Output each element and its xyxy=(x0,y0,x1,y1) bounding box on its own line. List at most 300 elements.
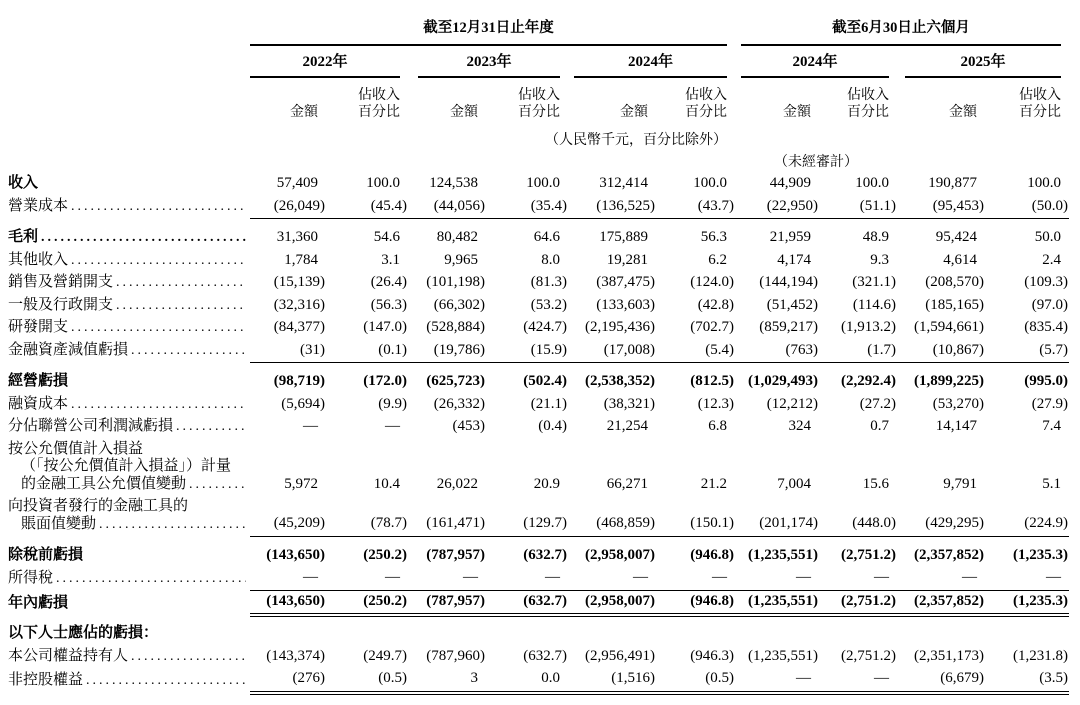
row-label xyxy=(8,567,250,590)
amount-cell: (53,270) xyxy=(932,395,985,412)
percent-cell: — xyxy=(486,567,568,590)
row-label-text: 金融資產減值虧損 xyxy=(8,342,129,358)
year-2024-label: 2024年 xyxy=(628,53,674,70)
row-label xyxy=(8,340,250,363)
amount-cell xyxy=(897,615,985,646)
amount-cell: 5,972 xyxy=(284,475,318,492)
percent-cell: 8.0 xyxy=(541,251,560,268)
interim-2024-underline xyxy=(741,46,889,79)
percent-cell: 2.4 xyxy=(1042,251,1062,268)
amount-cell: — xyxy=(568,567,656,590)
amount-cell: (1,029,493) xyxy=(748,373,819,389)
percent-cell: 9.3 xyxy=(870,251,890,268)
percent-cell: (0.5) xyxy=(656,668,735,693)
amount-cell: 44,909 xyxy=(769,175,812,191)
percent-cell: (50.0) xyxy=(985,196,1069,219)
amount-cell: (1,235,551) xyxy=(735,590,819,615)
percent-cell: 0.0 xyxy=(486,668,568,693)
dot-leader xyxy=(86,672,246,688)
percent-cell: — xyxy=(985,567,1069,590)
amount-cell: (15,139) xyxy=(273,274,325,290)
amount-cell: (84,377) xyxy=(273,319,325,335)
amount-cell: (101,198) xyxy=(426,274,485,290)
amount-cell: 3 xyxy=(408,668,486,693)
table-row xyxy=(8,295,1069,318)
row-label xyxy=(8,394,250,417)
amount-cell: 190,877 xyxy=(928,175,978,191)
amount-cell: (453) xyxy=(452,418,485,434)
amount-cell: (51,452) xyxy=(766,296,819,313)
table-row xyxy=(8,590,1069,615)
dot-leader xyxy=(189,476,246,492)
percent-cell: (1,231.8) xyxy=(1013,647,1069,664)
dot-leader xyxy=(41,229,246,245)
amount-cell: 21,959 xyxy=(769,229,812,245)
percent-cell: (0.5) xyxy=(326,668,408,693)
group-annual-underline xyxy=(250,12,727,46)
unaudited-note-text: （未經審計） xyxy=(774,154,859,170)
units-note-text: （人民幣千元，百分比除外） xyxy=(545,133,728,148)
row-label xyxy=(8,173,250,196)
percent-cell: (424.7) xyxy=(523,319,567,335)
row-label-text: 本公司權益持有人 xyxy=(8,647,129,664)
percent-cell: (26.4) xyxy=(370,274,407,290)
table-row xyxy=(8,173,1069,196)
amount-cell: (2,538,352) xyxy=(585,373,655,389)
percent-cell: 21.2 xyxy=(700,475,728,492)
amount-cell: — xyxy=(303,418,318,434)
amount-cell: (143,650) xyxy=(250,590,326,615)
amount-cell: 57,409 xyxy=(276,175,318,191)
percent-cell: (51.1) xyxy=(819,196,897,219)
amount-cell: 9,965 xyxy=(444,251,478,268)
percent-header xyxy=(486,78,568,125)
amount-cell: (44,056) xyxy=(408,196,486,219)
amount-cell: (787,960) xyxy=(426,647,485,664)
dot-leader xyxy=(176,418,246,434)
corner-cell xyxy=(8,125,250,152)
row-label-text: 所得稅 xyxy=(8,569,54,586)
amount-cell: (144,194) xyxy=(759,274,819,290)
percent-cell: (21.1) xyxy=(530,395,567,412)
percent-cell: (15.9) xyxy=(486,340,568,363)
unaudited-note-cell xyxy=(735,152,897,174)
amount-cell: 4,614 xyxy=(943,251,978,268)
percent-cell: (42.8) xyxy=(697,296,735,313)
percent-cell: (1,235.3) xyxy=(985,590,1069,615)
percent-cell: (1,913.2) xyxy=(841,319,897,335)
percent-cell: (2,751.2) xyxy=(841,647,897,664)
amount-cell: (136,525) xyxy=(568,196,656,219)
amount-cell: (22,950) xyxy=(735,196,819,219)
percent-cell: (124.0) xyxy=(690,274,735,290)
percent-header-line1: 佔收入 xyxy=(358,88,400,103)
group-interim-underline xyxy=(741,12,1061,46)
group-annual-label: 截至12月31日止年度 xyxy=(423,20,554,36)
year-header-row xyxy=(8,46,1069,79)
table-row xyxy=(8,250,1069,273)
percent-cell: (114.6) xyxy=(852,296,897,313)
row-label-text: 其他收入 xyxy=(8,251,69,268)
row-label-text: 向投資者發行的金融工具的 xyxy=(8,498,189,514)
row-label-text: 分佔聯營公司利潤減虧損 xyxy=(8,418,174,434)
percent-cell: (1.7) xyxy=(819,340,897,363)
interim-2025-cell xyxy=(897,46,1069,79)
percent-cell: (9.9) xyxy=(378,395,407,412)
row-label-text: 非控股權益 xyxy=(8,672,84,688)
amount-cell: 7,004 xyxy=(777,475,812,492)
amount-cell: 14,147 xyxy=(935,418,978,434)
percent-cell: (150.1) xyxy=(656,496,735,536)
amount-cell: 1,784 xyxy=(284,251,318,268)
row-label xyxy=(8,219,250,250)
percent-cell: 48.9 xyxy=(862,229,890,245)
amount-cell: (2,357,852) xyxy=(914,546,985,563)
percent-cell xyxy=(326,615,408,646)
amount-cell xyxy=(250,615,326,646)
row-label xyxy=(8,317,250,340)
table-row xyxy=(8,317,1069,340)
percent-cell: 15.6 xyxy=(862,475,890,492)
row-label-text: （「按公允價值計入損益」）計量 xyxy=(21,458,232,474)
empty-cell xyxy=(735,125,1069,152)
amount-cell: (528,884) xyxy=(426,319,485,335)
percent-cell: (946.8) xyxy=(690,546,735,563)
table-row xyxy=(8,363,1069,394)
year-2022-cell xyxy=(250,46,408,79)
amount-cell: (625,723) xyxy=(426,373,485,389)
row-label-text: 收入 xyxy=(8,175,39,191)
percent-cell: (995.0) xyxy=(1024,373,1069,389)
row-label xyxy=(8,295,250,318)
amount-cell: (787,957) xyxy=(408,590,486,615)
amount-cell: 175,889 xyxy=(599,229,648,245)
empty-cell xyxy=(250,152,735,174)
amount-cell: (859,217) xyxy=(759,319,819,335)
percent-cell: (2,751.2) xyxy=(819,590,897,615)
table-row xyxy=(8,394,1069,417)
percent-cell: (250.2) xyxy=(326,590,408,615)
percent-cell: (702.7) xyxy=(690,319,735,335)
amount-header xyxy=(250,78,326,125)
row-label-text: 研發開支 xyxy=(8,319,69,335)
corner-cell xyxy=(8,78,250,125)
percent-cell: (109.3) xyxy=(1024,274,1069,290)
row-label xyxy=(8,646,250,669)
row-label xyxy=(8,439,250,497)
table-row xyxy=(8,668,1069,693)
amount-cell: 4,174 xyxy=(777,251,812,268)
group-annual-cell xyxy=(250,12,735,46)
percent-cell: (97.0) xyxy=(1031,296,1069,313)
amount-cell: 124,538 xyxy=(429,175,478,191)
percent-cell: 100.0 xyxy=(855,175,890,191)
percent-header-line2: 百分比 xyxy=(685,105,728,120)
amount-cell: 312,414 xyxy=(599,175,648,191)
table-row xyxy=(8,496,1069,536)
table-row xyxy=(8,340,1069,363)
dot-leader xyxy=(116,297,246,313)
amount-cell: (468,859) xyxy=(568,496,656,536)
percent-cell: 50.0 xyxy=(1034,229,1062,245)
amount-cell: (98,719) xyxy=(273,373,325,389)
amount-cell xyxy=(408,615,486,646)
amount-cell xyxy=(568,615,656,646)
amount-cell: (1,516) xyxy=(568,668,656,693)
percent-header xyxy=(326,78,408,125)
percent-cell: — xyxy=(656,567,735,590)
percent-cell: (249.7) xyxy=(363,647,407,664)
corner-cell xyxy=(8,46,250,79)
amount-cell: — xyxy=(408,567,486,590)
amount-cell: (276) xyxy=(250,668,326,693)
percent-header-line2: 百分比 xyxy=(1019,105,1062,120)
units-note-cell xyxy=(250,125,735,152)
percent-cell: 64.6 xyxy=(533,229,560,245)
row-label xyxy=(8,496,250,536)
percent-cell: (812.5) xyxy=(690,373,735,389)
group-interim-cell xyxy=(735,12,1069,46)
amount-cell: (10,867) xyxy=(897,340,985,363)
percent-cell: (632.7) xyxy=(523,647,567,664)
percent-cell xyxy=(985,615,1069,646)
percent-cell: — xyxy=(819,567,897,590)
interim-2024-cell xyxy=(735,46,897,79)
interim-2025-label: 2025年 xyxy=(960,53,1006,70)
amount-cell: (12,212) xyxy=(766,395,819,412)
units-note-row xyxy=(8,125,1069,152)
income-statement-table xyxy=(8,12,1069,695)
table-row xyxy=(8,439,1069,497)
percent-cell: (12.3) xyxy=(697,395,735,412)
row-label-text: 毛利 xyxy=(8,229,39,245)
amount-header-text: 金額 xyxy=(290,105,318,120)
row-label xyxy=(8,668,250,693)
year-2024-underline xyxy=(574,46,727,79)
percent-cell: (45.4) xyxy=(326,196,408,219)
amount-cell: (1,594,661) xyxy=(914,319,985,335)
group-header-row xyxy=(8,12,1069,46)
year-2024-cell xyxy=(568,46,735,79)
row-label-text: 按公允價值計入損益 xyxy=(8,440,144,457)
year-2023-cell xyxy=(408,46,568,79)
table-row xyxy=(8,272,1069,295)
percent-cell: (56.3) xyxy=(370,296,407,313)
table-body xyxy=(8,173,1069,693)
table-row xyxy=(8,567,1069,590)
amount-cell: — xyxy=(250,567,326,590)
amount-cell: (5,694) xyxy=(281,395,325,412)
dot-leader xyxy=(71,198,246,214)
amount-cell: (32,316) xyxy=(273,296,325,313)
amount-cell: (787,957) xyxy=(426,546,485,563)
amount-cell: (19,786) xyxy=(408,340,486,363)
percent-cell: 10.4 xyxy=(373,475,400,492)
percent-cell: (5.4) xyxy=(656,340,735,363)
amount-header xyxy=(735,78,819,125)
percent-cell: (946.8) xyxy=(656,590,735,615)
row-label xyxy=(8,615,250,646)
percent-header-line2: 百分比 xyxy=(518,105,560,120)
table-row xyxy=(8,196,1069,219)
amount-cell: (2,357,852) xyxy=(897,590,985,615)
amount-cell: (2,958,007) xyxy=(585,546,655,563)
percent-header-line1: 佔收入 xyxy=(685,88,728,103)
table-row xyxy=(8,615,1069,646)
percent-cell: 7.4 xyxy=(1042,418,1062,434)
percent-header xyxy=(656,78,735,125)
percent-cell: (147.0) xyxy=(363,319,407,335)
interim-2024-label: 2024年 xyxy=(792,53,838,70)
percent-cell: (835.4) xyxy=(1024,319,1069,335)
amount-cell: 21,254 xyxy=(606,418,648,434)
percent-cell: (1,235.3) xyxy=(1013,546,1069,563)
unaudited-note-row xyxy=(8,152,1069,174)
amount-header-text: 金額 xyxy=(620,105,648,120)
percent-cell: 20.9 xyxy=(533,475,560,492)
percent-cell: 100.0 xyxy=(366,175,400,191)
amount-cell: — xyxy=(735,668,819,693)
percent-cell: (53.2) xyxy=(530,296,567,313)
amount-cell: (17,008) xyxy=(568,340,656,363)
percent-cell: (3.5) xyxy=(985,668,1069,693)
dot-leader xyxy=(131,648,246,664)
group-interim-label: 截至6月30日止六個月 xyxy=(832,20,970,36)
percent-cell: (224.9) xyxy=(985,496,1069,536)
table-row xyxy=(8,646,1069,669)
row-label-text: 融資成本 xyxy=(8,395,69,412)
dot-leader xyxy=(116,274,246,290)
percent-cell: — xyxy=(819,668,897,693)
dot-leader xyxy=(56,570,246,586)
table-row xyxy=(8,416,1069,439)
year-2022-underline xyxy=(250,46,400,79)
amount-cell: (2,956,491) xyxy=(585,647,655,664)
percent-cell: — xyxy=(326,567,408,590)
amount-cell: (6,679) xyxy=(897,668,985,693)
amount-cell: (2,195,436) xyxy=(585,319,655,335)
percent-cell: (27.2) xyxy=(859,395,897,412)
amount-cell: (1,235,551) xyxy=(748,647,819,664)
percent-cell: 100.0 xyxy=(1027,175,1062,191)
amount-cell: (201,174) xyxy=(735,496,819,536)
amount-header-text: 金額 xyxy=(949,105,978,120)
percent-header-line1: 佔收入 xyxy=(847,88,890,103)
row-label xyxy=(8,250,250,273)
percent-cell: (2,751.2) xyxy=(841,546,897,563)
amount-cell: (95,453) xyxy=(897,196,985,219)
amount-header xyxy=(408,78,486,125)
percent-cell: 6.8 xyxy=(708,418,728,434)
percent-header xyxy=(985,78,1069,125)
year-2023-underline xyxy=(418,46,560,79)
year-2023-label: 2023年 xyxy=(466,53,512,70)
percent-cell xyxy=(486,615,568,646)
dot-leader xyxy=(131,342,246,358)
percent-header-line2: 百分比 xyxy=(847,105,890,120)
row-label-text: 除稅前虧損 xyxy=(8,546,84,563)
amount-cell: — xyxy=(897,567,985,590)
percent-cell: (0.4) xyxy=(538,418,567,434)
percent-cell: 3.1 xyxy=(381,251,400,268)
amount-cell: — xyxy=(735,567,819,590)
row-label-text: 經營虧損 xyxy=(8,373,69,389)
empty-cell xyxy=(897,152,1069,174)
percent-cell: 0.7 xyxy=(870,418,890,434)
percent-cell: 100.0 xyxy=(693,175,728,191)
amount-cell: (26,332) xyxy=(433,395,485,412)
row-label-text: 賬面值變動 xyxy=(21,515,97,532)
amount-cell: (208,570) xyxy=(925,274,985,290)
dot-leader xyxy=(71,319,246,335)
amount-cell: (38,321) xyxy=(603,395,655,412)
amount-header xyxy=(897,78,985,125)
percent-cell: (2,292.4) xyxy=(841,373,897,389)
percent-cell: 100.0 xyxy=(526,175,560,191)
row-label-text: 以下人士應佔的虧損： xyxy=(8,625,159,641)
amount-cell: 31,360 xyxy=(276,229,318,245)
amount-cell: 19,281 xyxy=(606,251,648,268)
amount-cell: (143,374) xyxy=(266,647,325,664)
percent-header xyxy=(819,78,897,125)
percent-cell: (35.4) xyxy=(486,196,568,219)
row-label-text: 一般及行政開支 xyxy=(8,296,114,313)
amount-cell xyxy=(735,615,819,646)
percent-cell: — xyxy=(385,418,400,434)
percent-cell: (27.9) xyxy=(1031,395,1069,412)
percent-cell: (946.3) xyxy=(690,647,735,664)
row-label xyxy=(8,272,250,295)
percent-cell: (78.7) xyxy=(326,496,408,536)
percent-cell: (81.3) xyxy=(530,274,567,290)
amount-cell: (66,302) xyxy=(433,296,485,313)
amount-cell: 324 xyxy=(788,418,812,434)
percent-cell: (172.0) xyxy=(363,373,407,389)
amount-cell: (143,650) xyxy=(266,546,325,563)
percent-cell: 5.1 xyxy=(1042,475,1062,492)
dot-leader xyxy=(71,252,246,268)
amount-cell: 9,791 xyxy=(943,475,978,492)
dot-leader xyxy=(71,396,246,412)
subheader-row xyxy=(8,78,1069,125)
amount-header-text: 金額 xyxy=(450,105,478,120)
percent-cell xyxy=(819,615,897,646)
amount-cell: (1,235,551) xyxy=(748,546,819,563)
percent-cell: (5.7) xyxy=(985,340,1069,363)
amount-header xyxy=(568,78,656,125)
percent-header-line1: 佔收入 xyxy=(1019,88,1062,103)
amount-cell: (133,603) xyxy=(596,296,655,313)
amount-cell: (763) xyxy=(735,340,819,363)
amount-cell: 80,482 xyxy=(436,229,478,245)
percent-header-line2: 百分比 xyxy=(358,105,400,120)
amount-cell: (1,899,225) xyxy=(914,373,985,389)
year-2022-label: 2022年 xyxy=(302,53,348,70)
percent-cell: (502.4) xyxy=(523,373,567,389)
table-row xyxy=(8,536,1069,567)
percent-cell: 6.2 xyxy=(708,251,728,268)
corner-cell xyxy=(8,152,250,174)
amount-cell: (161,471) xyxy=(408,496,486,536)
amount-cell: (2,958,007) xyxy=(568,590,656,615)
percent-cell: (321.1) xyxy=(852,274,897,290)
amount-cell: (2,351,173) xyxy=(914,647,985,664)
amount-cell: (185,165) xyxy=(925,296,985,313)
amount-cell: 95,424 xyxy=(935,229,978,245)
amount-cell: (26,049) xyxy=(250,196,326,219)
row-label xyxy=(8,196,250,219)
corner-cell xyxy=(8,12,250,46)
